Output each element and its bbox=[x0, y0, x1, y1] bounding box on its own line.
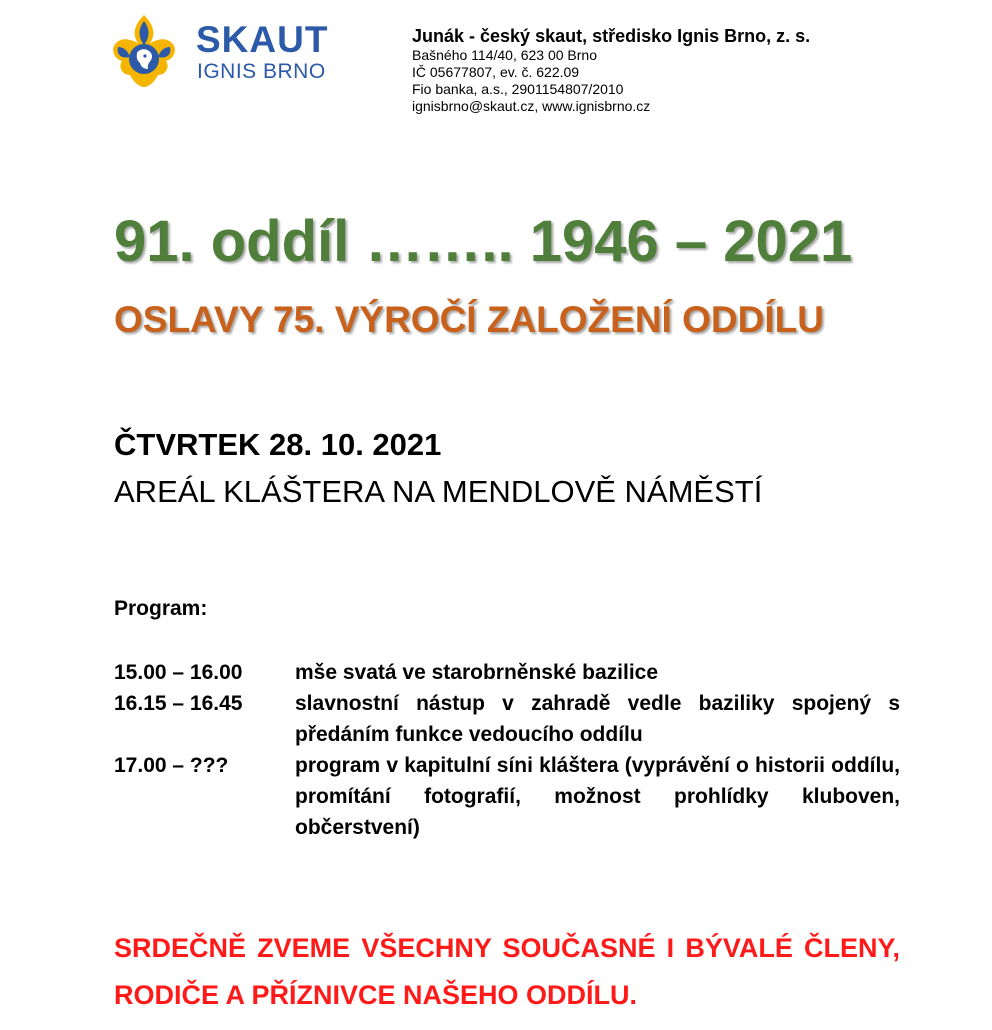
organization-address: Bašného 114/40, 623 00 Brno bbox=[412, 47, 598, 63]
schedule-time: 17.00 – ??? bbox=[114, 754, 229, 777]
sub-heading: OSLAVY 75. VÝROČÍ ZALOŽENÍ ODDÍLU bbox=[114, 299, 824, 340]
schedule-description: program v kapitulní síni kláštera (vyprávění o historii oddílu, promítání fotografií, možnost prohlídky kluboven, občerstvení) bbox=[295, 754, 900, 839]
fleur-de-lis-icon bbox=[104, 13, 184, 89]
logo-subtitle: IGNIS BRNO bbox=[197, 60, 326, 83]
schedule-time: 15.00 – 16.00 bbox=[114, 661, 243, 684]
program-title: Program: bbox=[114, 597, 208, 620]
schedule-description: mše svatá ve starobrněnské bazilice bbox=[295, 661, 659, 684]
skaut-logo bbox=[104, 13, 336, 89]
organization-name: Junák - český skaut, středisko Ignis Brno, z. s. bbox=[412, 26, 811, 46]
schedule-time: 16.15 – 16.45 bbox=[114, 692, 243, 715]
program-schedule bbox=[114, 657, 900, 843]
event-venue: AREÁL KLÁŠTERA NA MENDLOVĚ NÁMĚSTÍ bbox=[114, 474, 763, 509]
main-heading: 91. oddíl …….. 1946 – 2021 bbox=[114, 209, 853, 274]
organization-bank: Fio banka, a.s., 2901154807/2010 bbox=[412, 81, 624, 97]
event-date: ČTVRTEK 28. 10. 2021 bbox=[114, 427, 442, 462]
schedule-description: slavnostní nástup v zahradě vedle baziliky spojený s předáním funkce vedoucího oddílu bbox=[295, 692, 900, 746]
organization-contact: ignisbrno@skaut.cz, www.ignisbrno.cz bbox=[412, 98, 651, 114]
logo-wordmark: SKAUT bbox=[196, 19, 329, 60]
schedule-row bbox=[114, 750, 900, 843]
invitation-text: SRDEČNĚ ZVEME VŠECHNY SOUČASNÉ I BÝVALÉ ČLENY, RODIČE A PŘÍZNIVCE NAŠEHO ODDÍLU. bbox=[114, 933, 900, 1010]
organization-ids: IČ 05677807, ev. č. 622.09 bbox=[412, 64, 580, 80]
schedule-row bbox=[114, 657, 900, 688]
schedule-row bbox=[114, 688, 900, 750]
organization-info bbox=[412, 25, 810, 115]
